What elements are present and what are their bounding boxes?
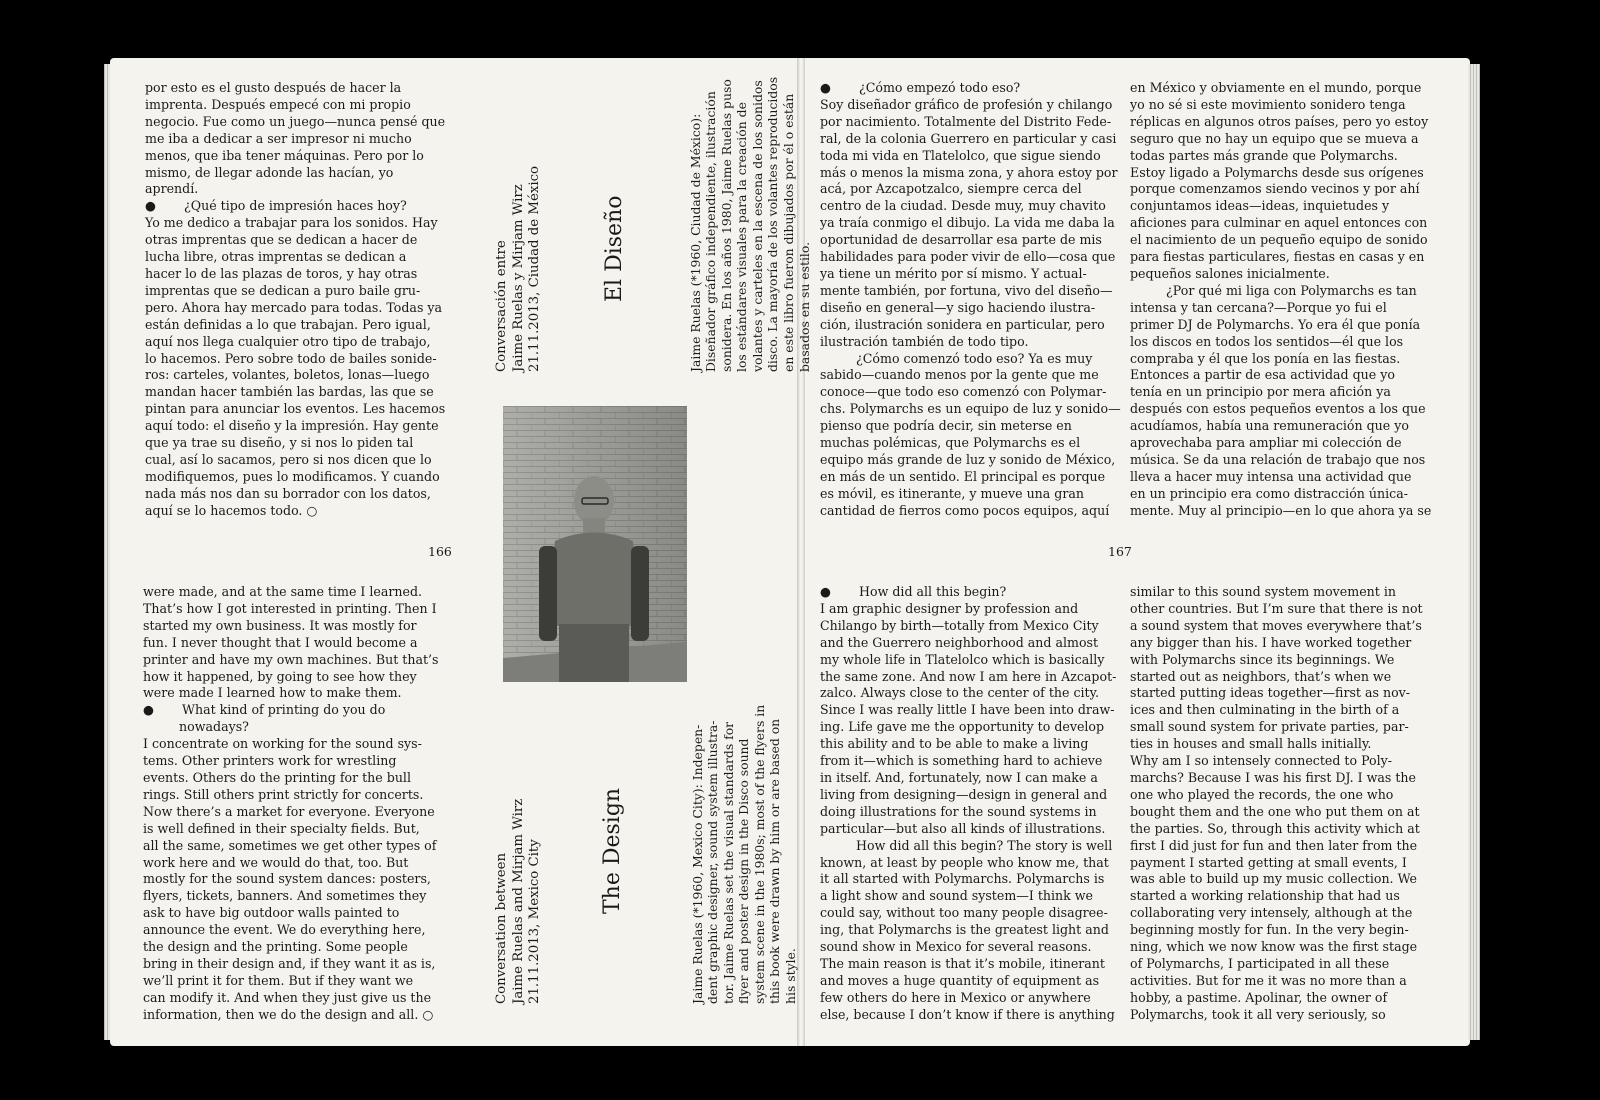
text-line: compraba y él que los ponía en las fiestas.: [1130, 350, 1401, 366]
text-line: imprenta. Después empecé con mi propio: [145, 96, 411, 112]
text-line: hacer lo de las plazas de toros, y hay otras: [145, 265, 418, 281]
text-line: lucha libre, otras imprentas se dedican a: [145, 249, 407, 265]
bio-line: basados en su estilo.: [796, 241, 812, 372]
text-line: por esto es el gusto después de hacer la: [145, 80, 402, 95]
credit-line: Jaime Ruelas and Mirjam Wirz: [510, 798, 526, 1004]
text-line: más o menos la misma zona, y ahora estoy por: [820, 164, 1118, 180]
text-line: with Polymarchs since its beginnings. We: [1130, 651, 1395, 667]
text-line: I am graphic designer by profession and: [820, 600, 1079, 616]
bio-line: en este libro fueron dibujados por él o están: [781, 93, 797, 372]
text-line: bought them and the one who put them on at: [1130, 803, 1420, 819]
text-line: and the Guerrero neighborhood and almost: [820, 634, 1099, 650]
text-line: música. Se da una relación de trabajo que nos: [1130, 451, 1426, 467]
text-line: in itself. And, fortunately, now I can make a: [820, 769, 1098, 785]
text-line: intensa y tan cercana?—Porque yo fui el: [1130, 299, 1387, 315]
text-line: aquí nos llega cualquier otro tipo de trabajo,: [145, 333, 431, 349]
text-line: diseño en general—y sigo haciendo ilustra-: [820, 299, 1096, 315]
credit-line: Jaime Ruelas y Mirjam Wirz: [510, 184, 526, 372]
text-line: centro de la ciudad. Desde muy, muy chavito: [820, 198, 1106, 214]
bio-line: Diseñador gráfico independiente, ilustración: [703, 91, 719, 372]
text-line: Estoy ligado a Polymarchs desde sus orígenes: [1130, 164, 1424, 180]
bio-line: flyer and poster design in the Disco sound: [736, 738, 752, 1004]
credit-line: 21.11.2013, Ciudad de México: [527, 165, 542, 372]
text-line: porque comenzamos siendo vecinos y por ahí: [1130, 181, 1420, 197]
right-english-column-1: [820, 584, 1116, 1024]
text-line: equipo más grande de luz y sonido de México,: [820, 451, 1116, 467]
bio-line: Jaime Ruelas (*1960, Mexico City): Indepen-: [689, 724, 705, 1004]
text-line: hobby, a pastime. Apolinar, the owner of: [1130, 989, 1388, 1005]
right-english-column-2: [1130, 584, 1423, 1024]
text-line: of Polymarchs, I participated in all these: [1130, 955, 1390, 971]
text-line: mente. Muy al principio—en lo que ahora ya se: [1130, 502, 1432, 518]
text-line: Chilango by birth—totally from Mexico City: [820, 617, 1099, 633]
text-line: oportunidad de desarrollar esa parte de mis: [820, 232, 1102, 248]
text-line: similar to this sound system movement in: [1130, 584, 1396, 599]
text-line: started putting ideas together—first as nov-: [1130, 685, 1411, 701]
bio-line: this book were drawn by him or are based on: [767, 718, 783, 1004]
portrait-photo-image: [503, 406, 687, 682]
text-line: por nacimiento. Totalmente del Distrito Fede-: [820, 113, 1112, 129]
text-line: acudíamos, había una remuneración que yo: [1130, 418, 1409, 434]
text-line: aquí se lo hacemos todo. ○: [145, 502, 318, 518]
text-line: How did all this begin? The story is well: [820, 837, 1113, 853]
text-line: else, because I don’t know if there is anything: [820, 1006, 1115, 1022]
text-line: tems. Other printers work for wrestling: [143, 753, 397, 769]
text-line: my whole life in Tlatelolco which is basically: [820, 651, 1105, 667]
credit-line: 21.11.2013, Mexico City: [527, 839, 542, 1004]
text-line: The main reason is that it’s mobile, itinerant: [820, 955, 1105, 971]
text-line: nada más nos dan su borrador con los datos,: [145, 485, 431, 501]
text-line: están definidas a lo que trabajan. Pero igual,: [145, 316, 431, 332]
text-line: living from designing—design in general and: [820, 786, 1108, 802]
text-line: otras imprentas que se dedican a hacer de: [145, 232, 418, 248]
text-line: habilidades para poder vivir de ello—cosa que: [820, 249, 1116, 265]
text-line: particular—but also all kinds of illustrations.: [820, 820, 1106, 836]
text-line: ya tiene un mérito por sí mismo. Y actual-: [820, 265, 1087, 281]
text-line: known, at least by people who know me, that: [820, 854, 1109, 870]
english-title: The Design: [599, 787, 625, 914]
text-line: ing, that Polymarchs is the greatest light and: [820, 922, 1109, 938]
page-edges-right: [1468, 64, 1480, 1040]
text-line: ices and then culminating in the birth of a: [1130, 702, 1400, 718]
text-line: ing. Life gave me the opportunity to develop: [820, 719, 1105, 735]
text-line: one who played the records, the one who: [1130, 786, 1394, 802]
text-line: were made, and at the same time I learned.: [143, 584, 423, 599]
left-english-text: [143, 584, 438, 1024]
text-line: pero. Ahora hay mercado para todas. Todas ya: [145, 299, 443, 315]
text-line: ros: carteles, volantes, boletos, lonas—luego: [145, 367, 430, 383]
text-line: could say, without too many people disagree-: [820, 905, 1108, 921]
text-line: announce the event. We do everything here,: [143, 922, 426, 938]
text-line: collaborating very intensely, although at the: [1130, 905, 1413, 921]
text-line: Now there’s a market for everyone. Everyone: [143, 803, 435, 819]
text-line: it all started with Polymarchs. Polymarchs is: [820, 871, 1105, 887]
text-line: ties in houses and small halls initially.: [1130, 736, 1372, 752]
credit-line: Conversación entre: [494, 240, 509, 372]
text-line: Polymarchs, took it all very seriously, so: [1130, 1006, 1386, 1022]
text-line: modifiquemos, pues lo modificamos. Y cuando: [145, 468, 440, 484]
text-line: from it—which is something hard to achieve: [820, 753, 1103, 769]
text-line: can modify it. And when they just give us the: [143, 989, 432, 1005]
text-line: mostly for the sound system dances: posters,: [143, 871, 431, 887]
bio-line: los estándares visuales para la creación de: [734, 102, 750, 372]
spanish-bio: [688, 72, 813, 372]
text-line: this ability and to be able to make a living: [820, 736, 1089, 752]
page-number-left: 166: [428, 544, 452, 559]
text-line: pienso que podría decir, sin meterse en: [820, 418, 1072, 434]
text-line: first I did just for fun and then later from the: [1130, 837, 1418, 853]
text-line: Yo me dedico a trabajar para los sonidos. Hay: [145, 215, 438, 231]
text-line: aprendí.: [145, 181, 199, 197]
text-line: few others do here in Mexico or anywhere: [820, 989, 1091, 1005]
text-line: other countries. But I’m sure that there is not: [1130, 600, 1423, 616]
text-line: activities. But for me it was no more than a: [1130, 972, 1407, 988]
text-line: started my own business. It was mostly for: [143, 617, 417, 633]
text-line: los discos en todos los sentidos—él que los: [1130, 333, 1404, 349]
text-line: lo hacemos. Pero sobre todo de bailes sonide-: [145, 350, 437, 366]
text-line: a light show and sound system—I think we: [820, 888, 1094, 904]
spanish-side-block: [456, 72, 831, 372]
text-line: started a working relationship that had us: [1130, 888, 1400, 904]
text-line: pequeños salones inicialmente.: [1130, 265, 1330, 281]
text-line: the design and the printing. Some people: [143, 939, 408, 955]
text-line: muchas polémicas, que Polymarchs es el: [820, 435, 1081, 451]
text-line: ning, which we now know was the first stage: [1130, 939, 1418, 955]
text-line: todas partes más grande que Polymarchs.: [1130, 147, 1398, 163]
text-line: pintan para anunciar los eventos. Les hacemos: [145, 401, 446, 417]
text-line: para fiestas particulares, fiestas en casas y en: [1130, 249, 1425, 265]
text-line: payment I started getting at small events, I: [1130, 854, 1407, 870]
text-line: mismo, de llegar adonde las hacían, yo: [145, 164, 394, 180]
text-line: yo no sé si este movimiento sonidero tenga: [1130, 96, 1406, 112]
text-line: ● ¿Qué tipo de impresión haces hoy?: [145, 198, 407, 214]
text-line: cantidad de fierros como pocos equipos, aquí: [820, 502, 1110, 518]
bio-line: his style.: [783, 948, 799, 1004]
text-line: how it happened, by going to see how they: [143, 668, 417, 684]
english-bio: [690, 684, 799, 1004]
bio-line: system scene in the 1980s; most of the flyers in: [751, 704, 767, 1004]
text-line: en más de un sentido. El principal es porque: [820, 468, 1106, 484]
bio-line: volantes y carteles en la escena de los sonidos: [749, 80, 765, 372]
text-line: conoce—que todo eso comenzó con Polymar-: [820, 384, 1107, 400]
text-line: information, then we do the design and all. ○: [143, 1006, 434, 1022]
text-line: cual, así lo sacamos, pero si nos dicen que lo: [145, 451, 432, 467]
text-line: lleva a hacer muy intensa una actividad que: [1130, 468, 1412, 484]
text-line: were made I learned how to make them.: [143, 685, 402, 701]
text-line: en un principio era como distracción única-: [1130, 485, 1408, 501]
bio-line: Jaime Ruelas (*1960, Ciudad de México):: [687, 113, 703, 372]
text-line: ya traía conmigo el dibujo. La vida me daba la: [820, 215, 1115, 231]
bio-line: disco. La mayoría de los volantes reproducidos: [765, 76, 781, 372]
page-number-right: 167: [1108, 544, 1132, 559]
text-line: rings. Still others print strictly for concerts.: [143, 786, 424, 802]
text-line: we’ll print it for them. But if they want we: [143, 972, 414, 988]
text-line: any bigger than his. I have worked together: [1130, 634, 1412, 650]
text-line: ● ¿Cómo empezó todo eso?: [820, 80, 1021, 95]
text-line: doing illustrations for the sound systems in: [820, 803, 1097, 819]
text-line: started out as neighbors, that’s when we: [1130, 668, 1392, 684]
text-line: all the same, sometimes we get other types of: [143, 837, 437, 853]
text-line: seguro que no hay un equipo que se mueva a: [1130, 130, 1419, 146]
text-line: sabido—cuando menos por la gente que me: [820, 367, 1099, 383]
portrait-photo: [503, 406, 687, 682]
text-line: the same zone. And now I am here in Azcapot-: [820, 668, 1117, 684]
text-line: imprentas que se dedican a puro baile gru-: [145, 282, 421, 298]
text-line: ción, ilustración sonidera en particular, pero: [820, 316, 1105, 332]
text-line: sound show in Mexico for several reasons.: [820, 939, 1092, 955]
text-line: bring in their design and, if they want it as is,: [143, 955, 436, 971]
text-line: ral, de la colonia Guerrero en particular y casi: [820, 130, 1117, 146]
credit-line: Conversation between: [494, 852, 509, 1004]
text-line: ¿Por qué mi liga con Polymarchs es tan: [1130, 282, 1417, 298]
text-line: That’s how I got interested in printing. Then I: [143, 600, 437, 616]
text-line: events. Others do the printing for the bull: [143, 769, 411, 785]
text-line: ilustración también de todo tipo.: [820, 333, 1029, 349]
text-line: que ya trae su diseño, y si nos lo piden tal: [145, 435, 414, 451]
text-line: is well defined in their specialty fields. But,: [143, 820, 420, 836]
text-line: flyers, tickets, banners. And sometimes they: [143, 888, 427, 904]
right-spanish-column-1: [820, 80, 1121, 520]
text-line: conjuntamos ideas—ideas, inquietudes y: [1130, 198, 1390, 214]
text-line: aquí todo: el diseño y la impresión. Hay gente: [145, 418, 439, 434]
text-line: beginning mostly for fun. In the very begin-: [1130, 922, 1409, 938]
text-line: and moves a huge quantity of equipment as: [820, 972, 1100, 988]
text-line: work here and we would do that, too. But: [143, 854, 409, 870]
text-line: tenía en un principio por mera afición ya: [1130, 384, 1391, 400]
text-line: the parties. So, through this activity which at: [1130, 820, 1420, 836]
text-line: Soy diseñador gráfico de profesión y chilango: [820, 96, 1113, 112]
text-line: Since I was really little I have been into draw-: [820, 702, 1115, 718]
text-line: aficiones para culminar en aquel entonces con: [1130, 215, 1428, 231]
text-line: mente también, por fortuna, vivo del diseño—: [820, 282, 1113, 298]
text-line: a sound system that moves everywhere that’s: [1130, 617, 1422, 633]
text-line: toda mi vida en Tlatelolco, que sigue siendo: [820, 147, 1101, 163]
text-line: was able to build up my music collection. We: [1130, 871, 1417, 887]
bio-line: sonidera. En los años 1980, Jaime Ruelas puso: [718, 79, 734, 372]
text-line: el nacimiento de un pequeño equipo de sonido: [1130, 232, 1428, 248]
text-line: nowadays?: [143, 719, 249, 735]
text-line: Entonces a partir de esa actividad que yo: [1130, 367, 1395, 383]
text-line: Why am I so intensely connected to Poly-: [1130, 753, 1393, 769]
text-line: me iba a dedicar a ser impresor ni mucho: [145, 130, 412, 146]
right-spanish-column-2: [1130, 80, 1431, 520]
text-line: acá, por Azcapotzalco, siempre cerca del: [820, 181, 1082, 197]
text-line: I concentrate on working for the sound sys-: [143, 736, 422, 752]
text-line: aprovechaba para ampliar mi colección de: [1130, 435, 1402, 451]
text-line: ¿Cómo comenzó todo eso? Ya es muy: [820, 350, 1093, 366]
text-line: fun. I never thought that I would become a: [143, 634, 418, 650]
english-conversation-credit: [494, 684, 544, 1004]
text-line: ● How did all this begin?: [820, 584, 1007, 599]
text-line: en México y obviamente en el mundo, porque: [1130, 80, 1422, 95]
text-line: mandan hacer también las bardas, las que se: [145, 384, 434, 400]
text-line: printer and have my own machines. But that’s: [143, 651, 439, 667]
text-line: primer DJ de Polymarchs. Yo era él que ponía: [1130, 316, 1421, 332]
left-spanish-text: [145, 80, 445, 520]
bio-line: tor. Jaime Ruelas set the visual standards for: [720, 721, 736, 1004]
text-line: small sound system for private parties, par-: [1130, 719, 1409, 735]
bio-line: dent graphic designer, sound system illustra-: [705, 720, 721, 1004]
text-line: es móvil, es itinerante, y mueve una gran: [820, 485, 1085, 501]
text-line: ● What kind of printing do you do: [143, 702, 386, 718]
spanish-title: El Diseño: [601, 195, 627, 302]
text-line: marchs? Because I was his first DJ. I was the: [1130, 769, 1416, 785]
text-line: menos, que iba tener máquinas. Pero por lo: [145, 147, 424, 163]
text-line: ask to have big outdoor walls painted to: [143, 905, 400, 921]
text-line: réplicas en algunos otros países, pero yo estoy: [1130, 113, 1429, 129]
english-side-block: [456, 684, 818, 1004]
text-line: chs. Polymarchs es un equipo de luz y sonido—: [820, 401, 1121, 417]
text-line: negocio. Fue como un juego—nunca pensé que: [145, 113, 446, 129]
spanish-conversation-credit: [494, 72, 544, 372]
text-line: zalco. Always close to the center of the city.: [820, 685, 1100, 701]
text-line: después con estos pequeños eventos a los que: [1130, 401, 1426, 417]
